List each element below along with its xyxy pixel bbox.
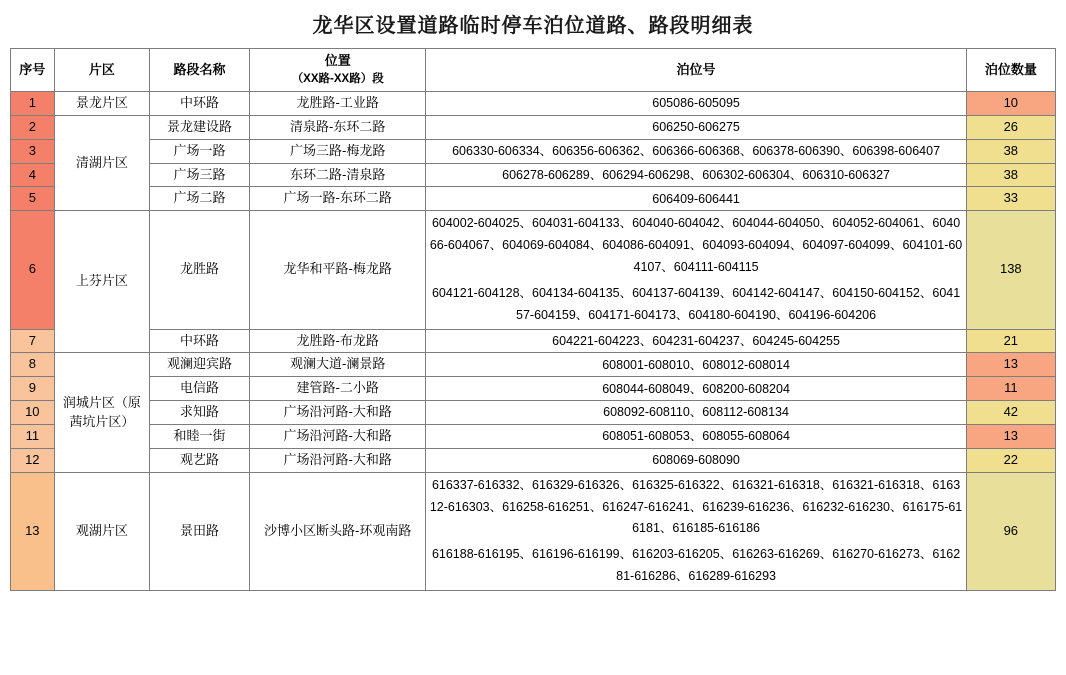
cell-road-name: 景田路 bbox=[150, 472, 250, 590]
berth-number-block: 606250-606275 bbox=[652, 120, 740, 135]
column-header-berth-count: 泊位数量 bbox=[966, 49, 1055, 92]
berth-number-block: 608044-608049、608200-608204 bbox=[602, 381, 790, 396]
cell-berth-numbers bbox=[426, 424, 966, 448]
cell-location: 沙博小区断头路-环观南路 bbox=[249, 472, 426, 590]
page-title: 龙华区设置道路临时停车泊位道路、路段明细表 bbox=[312, 15, 754, 37]
cell-road-name: 广场一路 bbox=[150, 139, 250, 163]
cell-index: 11 bbox=[11, 424, 55, 448]
berth-number-block: 608051-608053、608055-608064 bbox=[602, 429, 790, 444]
cell-location: 广场沿河路-大和路 bbox=[249, 424, 426, 448]
cell-location: 观澜大道-澜景路 bbox=[249, 353, 426, 377]
cell-berth-count: 22 bbox=[966, 448, 1055, 472]
cell-berth-numbers bbox=[426, 211, 966, 329]
cell-location: 龙胜路-工业路 bbox=[249, 92, 426, 116]
table-row bbox=[11, 187, 1056, 211]
table-row bbox=[11, 139, 1056, 163]
cell-location: 龙华和平路-梅龙路 bbox=[249, 211, 426, 329]
cell-location: 东环二路-清泉路 bbox=[249, 163, 426, 187]
cell-index: 5 bbox=[11, 187, 55, 211]
table-row bbox=[11, 115, 1056, 139]
cell-zone: 润城片区（原茜坑片区） bbox=[54, 353, 150, 472]
berth-number-block: 604002-604025、604031-604133、604040-604042、604044-604050、604052-604061、604066-604067、604069-604084、604086-604091、604093-604094、604097-604099、604101-604107、604111-604115 bbox=[429, 216, 963, 274]
berth-number-block: 605086-605095 bbox=[652, 96, 740, 111]
cell-road-name: 和睦一街 bbox=[150, 424, 250, 448]
cell-berth-count: 11 bbox=[966, 377, 1055, 401]
cell-berth-numbers bbox=[426, 92, 966, 116]
cell-index: 9 bbox=[11, 377, 55, 401]
berth-number-block: 616188-616195、616196-616199、616203-616205、616263-616269、616270-616273、616281-616286、616289-616293 bbox=[431, 547, 961, 584]
cell-road-name: 广场二路 bbox=[150, 187, 250, 211]
table-body bbox=[11, 92, 1056, 591]
cell-road-name: 电信路 bbox=[150, 377, 250, 401]
table-row bbox=[11, 92, 1056, 116]
cell-berth-numbers bbox=[426, 353, 966, 377]
cell-road-name: 求知路 bbox=[150, 401, 250, 425]
berth-number-block: 608092-608110、608112-608134 bbox=[603, 405, 789, 420]
cell-zone: 景龙片区 bbox=[54, 92, 150, 116]
table-row bbox=[11, 163, 1056, 187]
cell-berth-numbers bbox=[426, 377, 966, 401]
cell-road-name: 中环路 bbox=[150, 92, 250, 116]
cell-berth-count: 38 bbox=[966, 139, 1055, 163]
cell-berth-numbers bbox=[426, 139, 966, 163]
cell-index: 6 bbox=[11, 211, 55, 329]
cell-berth-count: 96 bbox=[966, 472, 1055, 590]
cell-index: 1 bbox=[11, 92, 55, 116]
berth-number-block: 606330-606334、606356-606362、606366-606368、606378-606390、606398-606407 bbox=[452, 144, 941, 159]
cell-index: 10 bbox=[11, 401, 55, 425]
cell-location: 广场沿河路-大和路 bbox=[249, 448, 426, 472]
table-row bbox=[11, 472, 1056, 590]
column-header-location bbox=[249, 49, 426, 92]
table-row bbox=[11, 401, 1056, 425]
table-row bbox=[11, 448, 1056, 472]
cell-berth-count: 10 bbox=[966, 92, 1055, 116]
cell-berth-numbers bbox=[426, 472, 966, 590]
cell-road-name: 广场三路 bbox=[150, 163, 250, 187]
cell-location: 清泉路-东环二路 bbox=[249, 115, 426, 139]
cell-index: 13 bbox=[11, 472, 55, 590]
berth-number-block: 606278-606289、606294-606298、606302-606304、606310-606327 bbox=[502, 167, 890, 182]
cell-location: 广场一路-东环二路 bbox=[249, 187, 426, 211]
cell-berth-count: 21 bbox=[966, 329, 1055, 353]
cell-zone: 清湖片区 bbox=[54, 115, 150, 210]
berth-number-block: 608001-608010、608012-608014 bbox=[602, 357, 790, 372]
column-header-berth-numbers: 泊位号 bbox=[426, 49, 966, 92]
cell-berth-count: 38 bbox=[966, 163, 1055, 187]
cell-road-name: 中环路 bbox=[150, 329, 250, 353]
table-row bbox=[11, 211, 1056, 329]
cell-berth-numbers bbox=[426, 448, 966, 472]
cell-index: 8 bbox=[11, 353, 55, 377]
cell-berth-numbers bbox=[426, 115, 966, 139]
cell-location: 建管路-二小路 bbox=[249, 377, 426, 401]
cell-road-name: 观艺路 bbox=[150, 448, 250, 472]
cell-zone: 观湖片区 bbox=[54, 472, 150, 590]
cell-index: 12 bbox=[11, 448, 55, 472]
berth-number-block: 608069-608090 bbox=[652, 453, 740, 468]
cell-index: 2 bbox=[11, 115, 55, 139]
cell-road-name: 观澜迎宾路 bbox=[150, 353, 250, 377]
column-header-road-name: 路段名称 bbox=[150, 49, 250, 92]
cell-berth-numbers bbox=[426, 329, 966, 353]
column-header-location-sub: （XX路-XX路）段 bbox=[291, 73, 384, 86]
berth-number-block: 604221-604223、604231-604237、604245-604255 bbox=[552, 333, 840, 348]
berth-number-block: 606409-606441 bbox=[652, 191, 740, 206]
cell-berth-count: 13 bbox=[966, 424, 1055, 448]
cell-berth-count: 42 bbox=[966, 401, 1055, 425]
berth-number-block: 604121-604128、604134-604135、604137-604139、604142-604147、604150-604152、604157-604159、604171-604173、604180-604190、604196-604206 bbox=[431, 285, 961, 322]
table-header-row bbox=[11, 49, 1056, 92]
cell-berth-numbers bbox=[426, 163, 966, 187]
cell-berth-count: 26 bbox=[966, 115, 1055, 139]
cell-location: 广场三路-梅龙路 bbox=[249, 139, 426, 163]
cell-index: 7 bbox=[11, 329, 55, 353]
cell-road-name: 龙胜路 bbox=[150, 211, 250, 329]
cell-index: 4 bbox=[11, 163, 55, 187]
cell-zone: 上芬片区 bbox=[54, 211, 150, 353]
cell-road-name: 景龙建设路 bbox=[150, 115, 250, 139]
parking-berth-table bbox=[10, 48, 1056, 591]
column-header-zone: 片区 bbox=[54, 49, 150, 92]
column-header-index: 序号 bbox=[11, 49, 55, 92]
cell-berth-count: 33 bbox=[966, 187, 1055, 211]
cell-index: 3 bbox=[11, 139, 55, 163]
berth-number-block: 616337-616332、616329-616326、616325-616322、616321-616318、616321-616318、616312-616303、616258-616251、616247-616241、616239-616236、616232-616230、616175-616181、616185-616186 bbox=[429, 477, 963, 536]
cell-location: 龙胜路-布龙路 bbox=[249, 329, 426, 353]
column-header-location-main: 位置 bbox=[324, 53, 351, 69]
cell-berth-count: 138 bbox=[966, 211, 1055, 329]
table-row bbox=[11, 424, 1056, 448]
table-row bbox=[11, 329, 1056, 353]
cell-location: 广场沿河路-大和路 bbox=[249, 401, 426, 425]
cell-berth-count: 13 bbox=[966, 353, 1055, 377]
cell-berth-numbers bbox=[426, 187, 966, 211]
table-row bbox=[11, 353, 1056, 377]
table-row bbox=[11, 377, 1056, 401]
cell-berth-numbers bbox=[426, 401, 966, 425]
